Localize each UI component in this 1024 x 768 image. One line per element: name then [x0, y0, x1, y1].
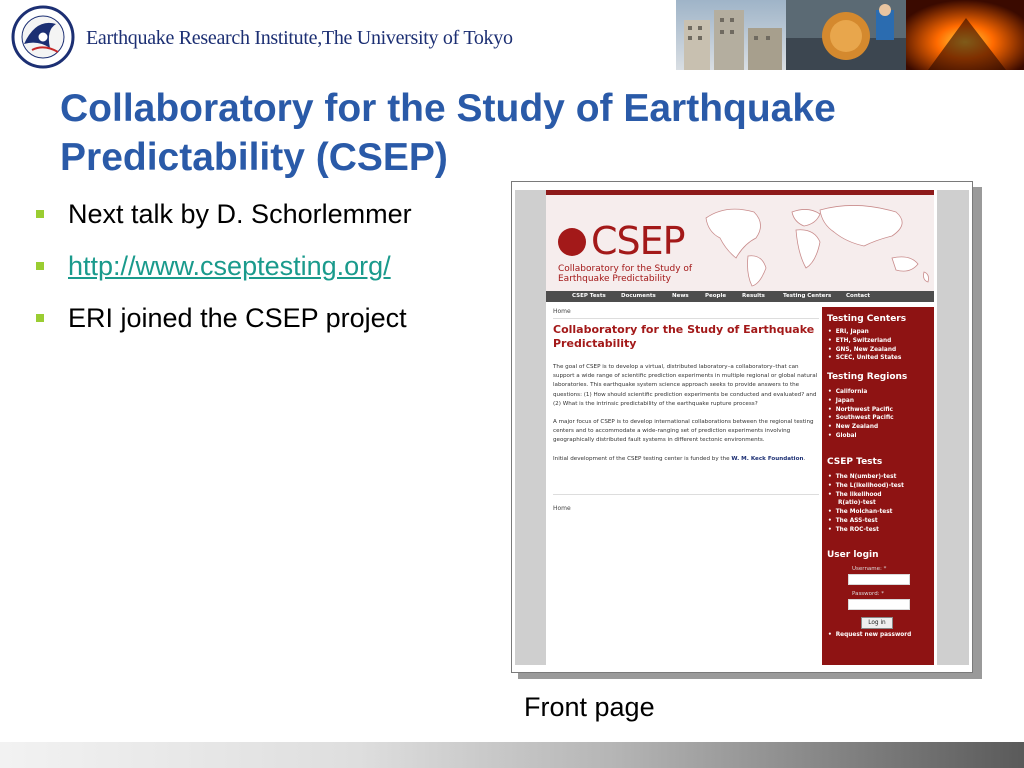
- bullet-square-icon: [36, 262, 44, 270]
- request-password-link[interactable]: • Request new password: [828, 632, 911, 638]
- sidebar-title-testing-centers: Testing Centers: [827, 314, 907, 324]
- breadcrumb[interactable]: Home: [553, 308, 571, 315]
- main-content: [553, 308, 819, 512]
- slide-title-line-1: Collaboratory for the Study of Earthquake: [60, 87, 836, 130]
- csep-logo-subtitle-line-1: Collaboratory for the Study of: [558, 264, 693, 274]
- site-navbar: [546, 291, 934, 302]
- username-input[interactable]: [848, 574, 910, 585]
- slide-title: [60, 84, 980, 182]
- red-sidebar: [822, 307, 934, 665]
- sidebar-link[interactable]: • The ROC-test: [828, 526, 904, 535]
- bullet-item: [36, 248, 412, 300]
- csep-logo-dot-icon: [558, 228, 586, 256]
- sidebar-link[interactable]: • SCEC, United States: [828, 354, 901, 363]
- sidebar-link[interactable]: • Global: [828, 432, 894, 441]
- nav-csep-tests[interactable]: CSEP Tests: [572, 293, 606, 299]
- sidebar-link[interactable]: • Japan: [828, 397, 894, 406]
- page-gutter-right: [937, 190, 969, 665]
- sidebar-link[interactable]: • The N(umber)-test: [828, 473, 904, 482]
- sidebar-link[interactable]: • ERI, Japan: [828, 328, 901, 337]
- sidebar-title-testing-regions: Testing Regions: [827, 372, 908, 382]
- csep-logo-subtitle: [558, 264, 692, 284]
- bullet-text: ERI joined the CSEP project: [68, 303, 407, 333]
- csep-tests-list: [828, 473, 904, 535]
- sidebar-title-csep-tests: CSEP Tests: [827, 457, 883, 467]
- bullet-square-icon: [36, 210, 44, 218]
- page-heading: [553, 323, 819, 351]
- header-photo-strip: [676, 0, 1024, 70]
- csep-banner: [546, 190, 934, 291]
- nav-results[interactable]: Results: [742, 293, 765, 299]
- footer-breadcrumb[interactable]: Home: [553, 504, 571, 512]
- divider: [553, 494, 819, 495]
- page-heading-line-1: Collaboratory for the Study of Earthquake: [553, 323, 815, 336]
- screenshot-caption: Front page: [524, 692, 655, 722]
- intro-paragraph: The goal of CSEP is to develop a virtual, distributed laboratory–a collaboratory–that can support a wide range of scientific prediction experiments in multiple regional or global natural laboratories. This earthquake system science approach seeks to provide answers to the questions: (1) How should scientific prediction experiments be conducted and evaluated? and (2) What is the intrinsic predictability of the earthquake rupture process?: [553, 364, 818, 407]
- sidebar-link[interactable]: • New Zealand: [828, 423, 894, 432]
- nav-testing-centers[interactable]: Testing Centers: [783, 293, 832, 299]
- world-map-icon: [696, 198, 934, 288]
- sidebar-link[interactable]: R(atio)-test: [838, 500, 876, 507]
- footer-gradient-bar: [0, 742, 1024, 768]
- sidebar-link[interactable]: • The L(ikelihood)-test: [828, 482, 904, 491]
- keck-foundation-link[interactable]: W. M. Keck Foundation: [731, 455, 804, 462]
- banner-top-line: [546, 190, 934, 195]
- sidebar-link[interactable]: • The ASS-test: [828, 517, 904, 526]
- sidebar-link[interactable]: • California: [828, 388, 894, 397]
- sidebar-link[interactable]: • GNS, New Zealand: [828, 346, 901, 355]
- csep-page: [546, 190, 934, 665]
- csep-website-screenshot: [511, 181, 973, 673]
- sidebar-title-user-login: User login: [827, 550, 879, 560]
- login-button[interactable]: Log in: [861, 617, 893, 629]
- funding-lead: Initial development of the CSEP testing center is funded by the: [553, 455, 730, 462]
- sidebar-link[interactable]: • The likelihood: [828, 491, 904, 500]
- eri-logo-icon: [10, 4, 76, 70]
- nav-people[interactable]: People: [705, 293, 727, 299]
- sidebar-link[interactable]: • ETH, Switzerland: [828, 337, 901, 346]
- csep-logo-subtitle-line-2: Earthquake Predictability: [558, 274, 671, 284]
- csep-website-link[interactable]: http://www.cseptesting.org/: [68, 251, 391, 281]
- bullet-list: [36, 196, 412, 352]
- divider: [553, 318, 819, 319]
- testing-centers-list: [828, 328, 901, 363]
- sidebar-link[interactable]: • The Molchan-test: [828, 508, 904, 517]
- bullet-item: [36, 300, 412, 352]
- institute-name: Earthquake Research Institute,The University of Tokyo: [86, 27, 513, 49]
- funding-paragraph: [553, 455, 819, 464]
- testing-regions-list: [828, 388, 894, 441]
- page-heading-line-2: Predictability: [553, 337, 637, 350]
- nav-news[interactable]: News: [672, 293, 689, 299]
- bullet-square-icon: [36, 314, 44, 322]
- csep-logo-word: CSEP: [591, 219, 685, 263]
- password-input[interactable]: [848, 599, 910, 610]
- page-gutter-left: [515, 190, 546, 665]
- nav-documents[interactable]: Documents: [621, 293, 656, 299]
- bullet-item: [36, 196, 412, 248]
- sidebar-link[interactable]: • Southwest Pacific: [828, 414, 894, 423]
- nav-contact[interactable]: Contact: [846, 293, 870, 299]
- username-label: Username: *: [852, 566, 887, 572]
- slide-title-line-2: Predictability (CSEP): [60, 136, 448, 179]
- focus-paragraph: A major focus of CSEP is to develop international collaborations between the regional testing centers and to accommodate a wide-ranging set of prediction experiments involving geographically distributed fault systems in different tectonic environments.: [553, 419, 814, 444]
- header-banner: [0, 0, 1024, 72]
- password-label: Password: *: [852, 591, 885, 597]
- sidebar-link[interactable]: • Northwest Pacific: [828, 406, 894, 415]
- bullet-text: Next talk by D. Schorlemmer: [68, 199, 412, 229]
- funding-end: .: [803, 455, 806, 462]
